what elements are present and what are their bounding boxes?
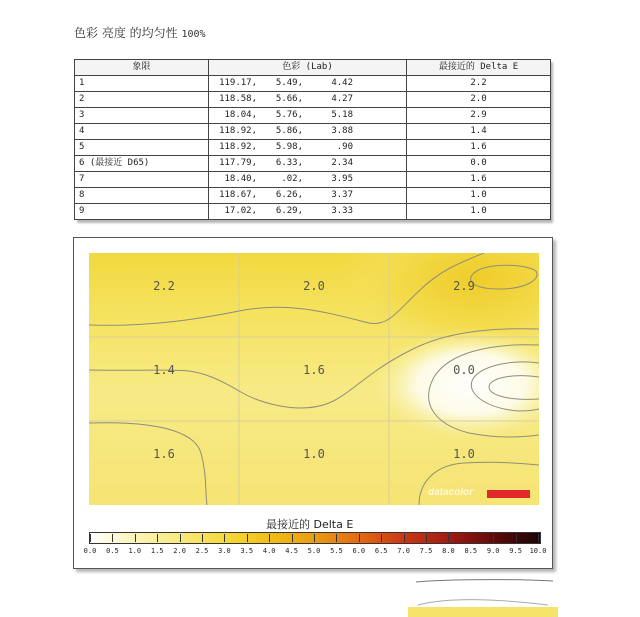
- lab-a-value: 6.26,: [275, 190, 303, 200]
- cell-value-label: 0.0: [453, 363, 475, 377]
- legend-tick-mark: [157, 534, 158, 542]
- delta-e-cell: 1.0: [407, 204, 551, 220]
- legend-tick-mark: [426, 534, 427, 542]
- lab-cell: [209, 124, 407, 140]
- lab-b-value: 3.88: [331, 126, 353, 136]
- legend-tick-label: 9.0: [486, 547, 500, 555]
- legend-tick-mark: [90, 534, 91, 542]
- legend-tick-mark: [292, 534, 293, 542]
- lab-b-value: .90: [336, 142, 353, 152]
- uniformity-table: [74, 59, 551, 220]
- lab-l-value: 17.02,: [224, 206, 257, 216]
- lab-cell: [209, 108, 407, 124]
- legend-tick-label: 7.5: [419, 547, 433, 555]
- lab-l-value: 118.67,: [219, 190, 257, 200]
- cell-value-label: 1.6: [153, 447, 175, 461]
- header-lab: 色彩 (Lab): [209, 60, 407, 76]
- lab-b-value: 4.27: [331, 94, 353, 104]
- cell-value-label: 1.4: [153, 363, 175, 377]
- legend-tick-mark: [135, 534, 136, 542]
- lab-cell: [209, 172, 407, 188]
- next-page-preview: [408, 577, 558, 617]
- quadrant-cell: 6 (最接近 D65): [75, 156, 209, 172]
- legend-tick-label: 0.0: [83, 547, 97, 555]
- cell-value-label: 1.0: [453, 447, 475, 461]
- lab-b-value: 2.34: [331, 158, 353, 168]
- legend-tick-label: 4.0: [262, 547, 276, 555]
- legend-tick-mark: [336, 534, 337, 542]
- legend-tick-label: 8.5: [464, 547, 478, 555]
- delta-e-cell: 2.2: [407, 76, 551, 92]
- quadrant-cell: 5: [75, 140, 209, 156]
- legend-tick-label: 5.0: [307, 547, 321, 555]
- legend-tick-mark: [471, 534, 472, 542]
- lab-a-value: 6.33,: [275, 158, 303, 168]
- delta-e-cell: 1.4: [407, 124, 551, 140]
- lab-b-value: 3.33: [331, 206, 353, 216]
- lab-b-value: 3.95: [331, 174, 353, 184]
- lab-b-value: 5.18: [331, 110, 353, 120]
- legend-tick-label: 6.0: [352, 547, 366, 555]
- title-percent: 100%: [181, 29, 206, 40]
- table-row: [75, 76, 551, 92]
- legend-tick-label: 10.0: [529, 547, 547, 555]
- legend-tick-mark: [224, 534, 225, 542]
- lab-cell: [209, 156, 407, 172]
- legend-tick-mark: [269, 534, 270, 542]
- legend-tick-mark: [404, 534, 405, 542]
- quadrant-cell: 4: [75, 124, 209, 140]
- lab-l-value: 118.58,: [219, 94, 257, 104]
- table-row: [75, 140, 551, 156]
- legend-tick-label: 4.5: [285, 547, 298, 555]
- delta-e-cell: 1.0: [407, 188, 551, 204]
- delta-e-cell: 1.6: [407, 140, 551, 156]
- table-row: [75, 124, 551, 140]
- legend-tick-mark: [538, 534, 539, 542]
- header-quadrant: 象限: [75, 60, 209, 76]
- lab-l-value: 118.92,: [219, 142, 257, 152]
- delta-e-cell: 1.6: [407, 172, 551, 188]
- lab-a-value: 5.98,: [275, 142, 303, 152]
- quadrant-cell: 8: [75, 188, 209, 204]
- table-body: [75, 76, 551, 220]
- legend-tick-label: 7.0: [397, 547, 410, 555]
- legend-title: 最接近的 Delta E: [266, 518, 354, 531]
- lab-l-value: 117.79,: [219, 158, 257, 168]
- lab-a-value: 5.86,: [275, 126, 303, 136]
- legend-tick-mark: [516, 534, 517, 542]
- cell-value-label: 1.6: [303, 363, 325, 377]
- delta-e-cell: 0.0: [407, 156, 551, 172]
- quadrant-cell: 1: [75, 76, 209, 92]
- legend-tick-label: 1.0: [128, 547, 142, 555]
- table-header-row: [75, 60, 551, 76]
- lab-cell: [209, 140, 407, 156]
- quadrant-cell: 7: [75, 172, 209, 188]
- lab-b-value: 4.42: [331, 78, 353, 88]
- lab-a-value: 5.66,: [275, 94, 303, 104]
- quadrant-cell: 9: [75, 204, 209, 220]
- legend-tick-label: 6.5: [374, 547, 388, 555]
- datacolor-watermark: datacolor: [428, 487, 474, 498]
- lab-a-value: .02,: [281, 174, 303, 184]
- lab-cell: [209, 76, 407, 92]
- lab-l-value: 18.40,: [224, 174, 257, 184]
- cell-value-label: 1.0: [303, 447, 325, 461]
- legend-tick-label: 0.5: [106, 547, 119, 555]
- legend-tick-mark: [202, 534, 203, 542]
- lab-cell: [209, 92, 407, 108]
- legend-tick-label: 8.0: [442, 547, 455, 555]
- legend-tick-mark: [381, 534, 382, 542]
- cell-value-label: 2.9: [453, 279, 475, 293]
- legend-tick-mark: [448, 534, 449, 542]
- cell-value-label: 2.2: [153, 279, 175, 293]
- legend-tick-mark: [180, 534, 181, 542]
- table-row: [75, 108, 551, 124]
- header-delta-e: 最接近的 Delta E: [407, 60, 551, 76]
- legend-tick-label: 2.5: [195, 547, 209, 555]
- lab-a-value: 5.49,: [275, 78, 303, 88]
- watermark-accent-bar: [487, 490, 530, 498]
- title-text: 色彩 亮度 的均匀性: [74, 26, 178, 40]
- legend-tick-label: 9.5: [509, 547, 522, 555]
- legend-tick-label: 3.5: [240, 547, 254, 555]
- quadrant-cell: 2: [75, 92, 209, 108]
- table-row: [75, 188, 551, 204]
- lab-a-value: 5.76,: [275, 110, 303, 120]
- lab-a-value: 6.29,: [275, 206, 303, 216]
- lab-l-value: 18.04,: [224, 110, 257, 120]
- legend-tick-label: 5.5: [330, 547, 343, 555]
- lab-l-value: 119.17,: [219, 78, 257, 88]
- legend-tick-label: 2.0: [173, 547, 186, 555]
- table-row: [75, 172, 551, 188]
- quadrant-cell: 3: [75, 108, 209, 124]
- legend-tick-label: 3.0: [218, 547, 231, 555]
- legend-tick-mark: [314, 534, 315, 542]
- page-title: [74, 24, 206, 41]
- legend-tick-mark: [359, 534, 360, 542]
- table-row: [75, 92, 551, 108]
- lab-b-value: 3.37: [331, 190, 353, 200]
- lab-cell: [209, 204, 407, 220]
- lab-cell: [209, 188, 407, 204]
- delta-e-cell: 2.9: [407, 108, 551, 124]
- legend-tick-mark: [493, 534, 494, 542]
- delta-e-cell: 2.0: [407, 92, 551, 108]
- legend-tick-mark: [112, 534, 113, 542]
- table-row: [75, 204, 551, 220]
- legend-tick-mark: [247, 534, 248, 542]
- table-row: [75, 156, 551, 172]
- legend-tick-label: 1.5: [150, 547, 164, 555]
- lab-l-value: 118.92,: [219, 126, 257, 136]
- cell-value-label: 2.0: [303, 279, 325, 293]
- uniformity-table-wrap: [74, 59, 550, 220]
